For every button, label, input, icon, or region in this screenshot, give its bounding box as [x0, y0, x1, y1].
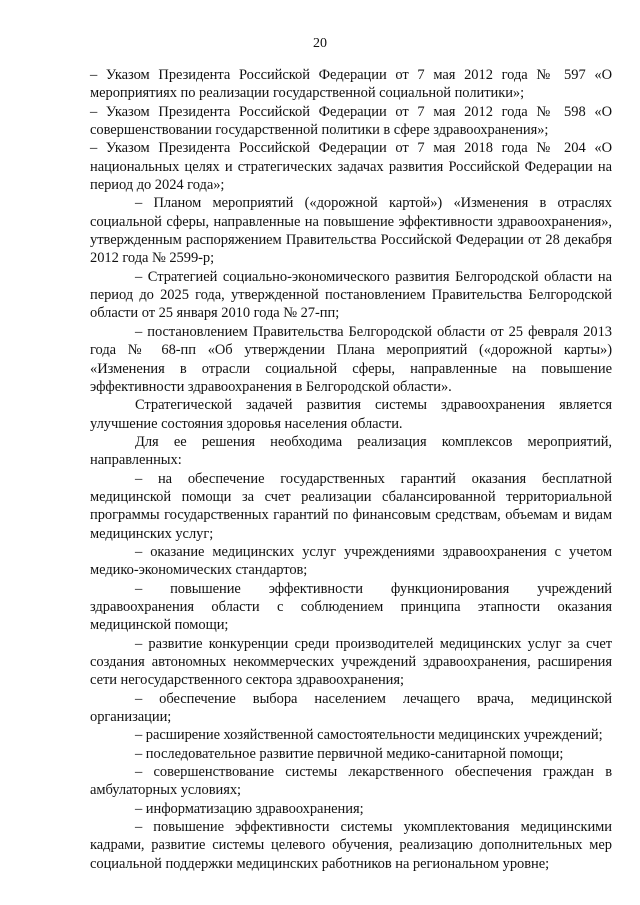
- paragraph: – Указом Президента Российской Федерации от 7 мая 2012 года № 598 «О совершенствовании государственной политики в сфере здравоохранения»;: [90, 103, 612, 139]
- page-number: 20: [313, 36, 327, 51]
- paragraph: – последовательное развитие первичной медико-санитарной помощи;: [135, 745, 564, 762]
- paragraph: – Стратегией социально-экономического развития Белгородской области на период до 2025 года, утвержденной постановлением Правительства Белгородской области от 25 января 2010 года № 27-пп;: [90, 268, 612, 322]
- paragraph: – оказание медицинских услуг учреждениями здравоохранения с учетом медико-экономических стандартов;: [90, 543, 612, 579]
- paragraph: – на обеспечение государственных гарантий оказания бесплатной медицинской помощи за счет реализации сбалансированной территориальной программы государственных гарантий по финансовым средствам, объемам и видам медицинских услуг;: [90, 470, 612, 542]
- paragraph: – информатизацию здравоохранения;: [135, 800, 364, 817]
- paragraph: – Указом Президента Российской Федерации от 7 мая 2012 года № 597 «О мероприятиях по реализации государственной социальной политики»;: [90, 67, 612, 102]
- paragraph: – развитие конкуренции среди производителей медицинских услуг за счет создания автономных некоммерческих учреждений здравоохранения, расширения сети негосударственного сектора здравоохранения;: [90, 635, 612, 689]
- paragraph: – повышение эффективности функционирования учреждений здравоохранения области с соблюдением принципа этапности оказания медицинской помощи;: [90, 580, 612, 634]
- paragraph: – постановлением Правительства Белгородской области от 25 февраля 2013 года № 68-пп «Об утверждении Плана мероприятий («дорожной карты») «Изменения в отрасли социальной сферы, направленные на повышение эффективности здравоохранения в Белгородской области».: [90, 323, 612, 395]
- paragraph: Стратегической задачей развития системы здравоохранения является улучшение состояния здоровья населения области.: [90, 397, 612, 432]
- paragraph: – совершенствование системы лекарственного обеспечения граждан в амбулаторных условиях;: [90, 764, 612, 799]
- paragraph: – повышение эффективности системы укомплектования медицинскими кадрами, развитие системы целевого обучения, реализацию дополнительных мер социальной поддержки медицинских работников на региональном уровне;: [90, 819, 612, 872]
- paragraph: – Планом мероприятий («дорожной картой») «Изменения в отраслях социальной сферы, направленные на повышение эффективности здравоохранения», утвержденным распоряжением Правительства Российской Федерации от 28 декабря 2012 года № 2599-р;: [90, 195, 612, 267]
- document-body: [90, 66, 612, 873]
- paragraph: – обеспечение выбора населением лечащего врача, медицинской организации;: [90, 690, 612, 726]
- paragraph: – Указом Президента Российской Федерации от 7 мая 2018 года № 204 «О национальных целях и стратегических задачах развития Российской Федерации на период до 2024 года»;: [90, 140, 612, 194]
- paragraph: Для ее решения необходима реализация комплексов мероприятий, направленных:: [90, 433, 612, 469]
- paragraph: – расширение хозяйственной самостоятельности медицинских учреждений;: [135, 727, 603, 744]
